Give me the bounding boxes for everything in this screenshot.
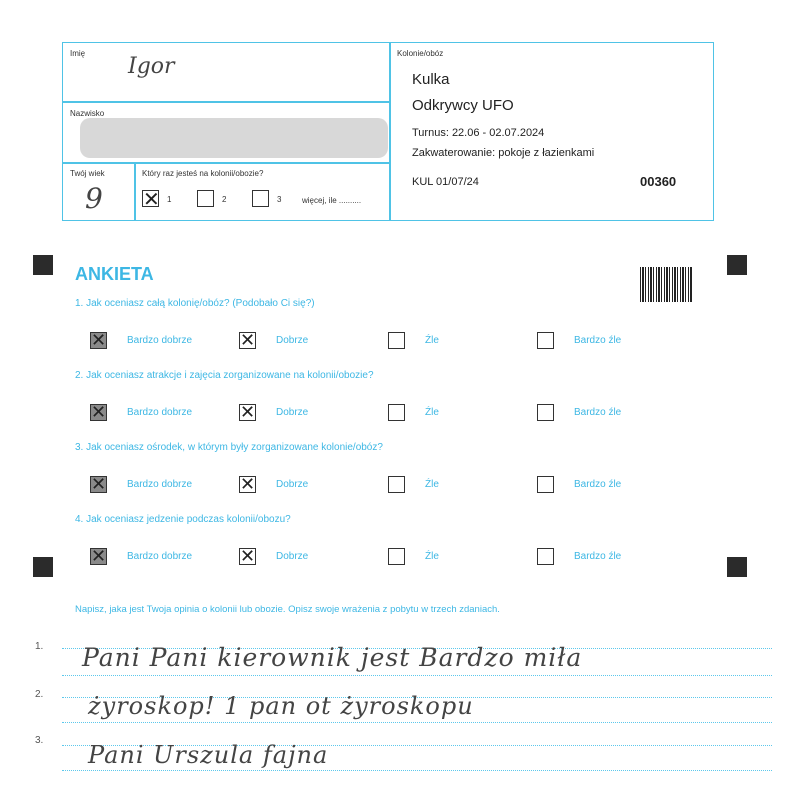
visit-checkbox-1[interactable]: [142, 189, 160, 211]
visit-option-1-label: 1: [167, 195, 172, 204]
q4-option-4-label: Bardzo źle: [574, 551, 622, 562]
question-1: 1. Jak oceniasz całą kolonię/obóz? (Podobało Ci się?): [75, 298, 315, 309]
line-number-2: 2.: [35, 689, 44, 700]
answer-line: [62, 675, 772, 676]
q2-option-1-label: Bardzo dobrze: [127, 407, 193, 418]
wiecej-label: więcej, ile ..........: [302, 196, 362, 205]
check-mark-icon: ✕: [240, 402, 256, 422]
imie-label: Imię: [70, 49, 86, 58]
answer-3[interactable]: Pani Urszula fajna: [88, 741, 329, 769]
q1-option-4-checkbox[interactable]: [537, 332, 554, 349]
q3-option-2-label: Dobrze: [276, 479, 309, 490]
nazwisko-redacted: [80, 118, 388, 158]
q4-option-1-checkbox[interactable]: [90, 548, 107, 565]
q2-option-1-checkbox[interactable]: [90, 404, 107, 421]
survey-title: ANKIETA: [75, 264, 154, 284]
q2-option-4-checkbox[interactable]: [537, 404, 554, 421]
check-mark-icon: ✕: [91, 402, 107, 422]
question-4: 4. Jak oceniasz jedzenie podczas kolonii/obozu?: [75, 514, 291, 525]
answer-line: [62, 722, 772, 723]
registration-marker: [33, 557, 53, 577]
imie-value[interactable]: Igor: [128, 54, 175, 79]
wiek-value[interactable]: 9: [85, 182, 103, 215]
check-mark-icon: ✕: [240, 330, 256, 350]
registration-marker: [33, 255, 53, 275]
check-mark-icon: ✕: [91, 330, 107, 350]
line-number-3: 3.: [35, 735, 44, 746]
turnus: Turnus: 22.06 - 02.07.2024: [412, 127, 545, 139]
zakwaterowanie: Zakwaterowanie: pokoje z łazienkami: [412, 147, 595, 159]
question-2: 2. Jak oceniasz atrakcje i zajęcia zorganizowane na kolonii/obozie?: [75, 370, 374, 381]
q3-option-4-label: Bardzo źle: [574, 479, 622, 490]
check-mark-icon: ✕: [91, 546, 107, 566]
camp-program: Odkrywcy UFO: [412, 97, 514, 114]
check-mark-icon: ✕: [143, 189, 160, 211]
header-divider: [389, 42, 391, 221]
q4-option-4-checkbox[interactable]: [537, 548, 554, 565]
visit-option-3-label: 3: [277, 195, 282, 204]
q4-option-3-label: Źle: [425, 551, 439, 562]
header-rule: [62, 162, 390, 164]
check-mark-icon: ✕: [240, 546, 256, 566]
check-mark-icon: ✕: [240, 474, 256, 494]
q2-option-3-checkbox[interactable]: [388, 404, 405, 421]
nazwisko-label: Nazwisko: [70, 109, 105, 118]
visit-checkbox-2[interactable]: [197, 190, 214, 207]
q3-option-1-label: Bardzo dobrze: [127, 479, 193, 490]
q2-option-3-label: Źle: [425, 407, 439, 418]
q2-option-2-checkbox[interactable]: [239, 404, 256, 421]
q3-option-3-checkbox[interactable]: [388, 476, 405, 493]
q1-option-2-checkbox[interactable]: [239, 332, 256, 349]
visit-option-2-label: 2: [222, 195, 227, 204]
q3-option-1-checkbox[interactable]: [90, 476, 107, 493]
q1-option-2-label: Dobrze: [276, 335, 309, 346]
q3-option-4-checkbox[interactable]: [537, 476, 554, 493]
question-3: 3. Jak oceniasz ośrodek, w którym były zorganizowane kolonie/obóz?: [75, 442, 383, 453]
line-number-1: 1.: [35, 641, 44, 652]
camp-code: KUL 01/07/24: [412, 176, 479, 188]
check-mark-icon: ✕: [91, 474, 107, 494]
answer-2[interactable]: żyroskop! 1 pan ot żyroskopu: [88, 692, 474, 720]
answer-line: [62, 770, 772, 771]
wiek-label: Twój wiek: [70, 169, 105, 178]
q4-option-2-checkbox[interactable]: [239, 548, 256, 565]
q4-option-1-label: Bardzo dobrze: [127, 551, 193, 562]
q2-option-2-label: Dobrze: [276, 407, 309, 418]
q1-option-3-checkbox[interactable]: [388, 332, 405, 349]
header-rule: [62, 101, 390, 103]
q3-option-3-label: Źle: [425, 479, 439, 490]
q3-option-2-checkbox[interactable]: [239, 476, 256, 493]
registration-marker: [727, 557, 747, 577]
barcode: [640, 267, 693, 302]
q2-option-4-label: Bardzo źle: [574, 407, 622, 418]
q4-option-3-checkbox[interactable]: [388, 548, 405, 565]
kolonia-label: Kolonie/obóz: [397, 49, 444, 58]
camp-name: Kulka: [412, 71, 450, 88]
visit-checkbox-3[interactable]: [252, 190, 269, 207]
q1-option-3-label: Źle: [425, 335, 439, 346]
header-rule: [134, 162, 136, 221]
opinion-prompt: Napisz, jaka jest Twoja opinia o kolonii lub obozie. Opisz swoje wrażenia z pobytu w trzech zdaniach.: [75, 604, 500, 615]
q1-option-1-checkbox[interactable]: [90, 332, 107, 349]
ktory-raz-label: Który raz jesteś na kolonii/obozie?: [142, 169, 264, 178]
registration-marker: [727, 255, 747, 275]
q1-option-4-label: Bardzo źle: [574, 335, 622, 346]
answer-1[interactable]: Pani Pani kierownik jest Bardzo miła: [82, 643, 583, 672]
q4-option-2-label: Dobrze: [276, 551, 309, 562]
q1-option-1-label: Bardzo dobrze: [127, 335, 193, 346]
form-number: 00360: [640, 174, 677, 189]
